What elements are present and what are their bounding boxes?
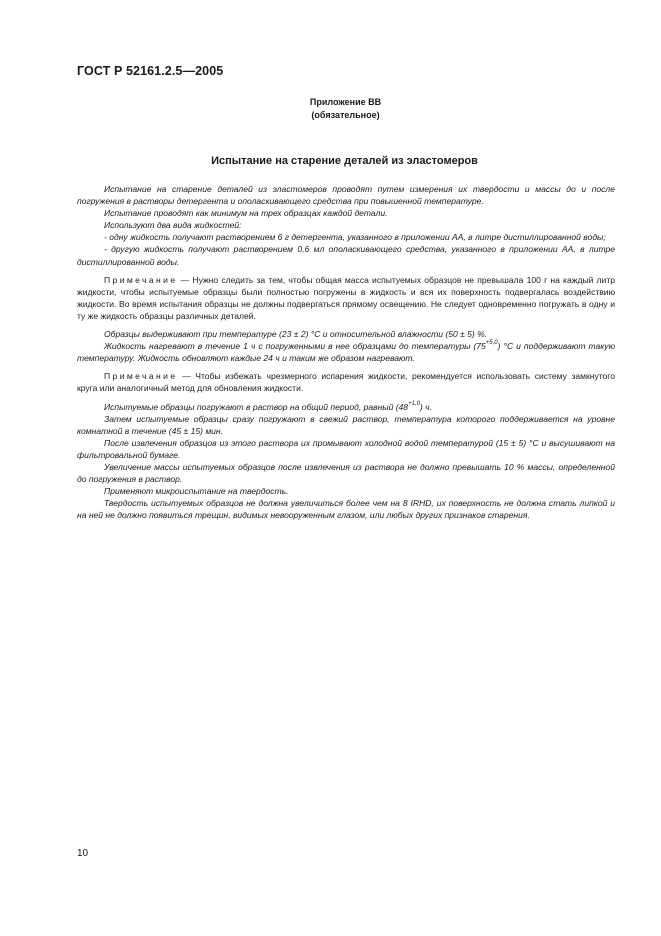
paragraph-text: ) °С и поддерживают такую температуру. Жидкость обновляют каждые 24 ч и таким же образом нагревают. <box>77 341 615 364</box>
tolerance-superscript: +5,0 <box>485 340 498 347</box>
paragraph: Применяют микроиспытание на твердость. <box>104 486 289 497</box>
paragraph: Испытание на старение деталей из эластомеров проводят путем измерения их твердости и массы до и после погружения в растворы детергента и ополаскивающего средства при повышенной температуре. <box>77 184 615 207</box>
annex-status: (обязательное) <box>311 110 380 120</box>
paragraph-text: ) ч. <box>419 401 432 412</box>
paragraph: Твердость испытуемых образцов не должна увеличиться более чем на 8 IRHD, их поверхность не должна стать липкой и на ней не должно появиться трещин, видимых невооруженным глазом, или любых других признаков старения. <box>77 498 615 521</box>
note-label: Примечание <box>104 274 178 285</box>
note-text: — Нужно следить за тем, чтобы общая масса испытуемых образцов не превышала 100 г на каждый литр жидкости, чтобы испытуемые образцы были полностью погружены в жидкость и вся их поверхность подвергалась воздействию жидкости. Во время испытания образцы не должны подвергаться прямому освещению. Не следует одновременно погружать в одну и ту же жидкость образцы различных деталей. <box>77 274 615 321</box>
paragraph: После извлечения образцов из этого раствора их промывают холодной водой температурой (15 ± 5) °С и высушивают на фильтровальной бумаге. <box>77 437 615 460</box>
note <box>77 274 615 322</box>
list-item: - другую жидкость получают растворением 0,6 мл ополаскивающего средства, указанного в приложении АА, в литре дистиллированной воды. <box>77 244 615 267</box>
note <box>77 370 615 394</box>
paragraph <box>77 340 615 364</box>
paragraph <box>77 401 615 413</box>
annex-name: Приложение ВВ <box>309 97 382 107</box>
document-body <box>77 183 615 521</box>
paragraph: Испытание проводят как минимум на трех образцах каждой детали. <box>104 208 388 219</box>
standard-header: ГОСТ Р 52161.2.5—2005 <box>77 64 224 78</box>
annex-heading <box>0 96 661 122</box>
paragraph: Образцы выдерживают при температуре (23 ± 2) °С и относительной влажности (50 ± 5) %. <box>104 329 488 340</box>
list-item: - одну жидкость получают растворением 6 г детергента, указанного в приложении АА, в литре дистиллированной воды; <box>104 232 606 243</box>
paragraph-text: Испытуемые образцы погружают в раствор на общий период, равный (48 <box>104 401 409 412</box>
section-title: Испытание на старение деталей из эластомеров <box>211 155 478 167</box>
note-text: — Чтобы избежать чрезмерного испарения жидкости, рекомендуется использовать систему замкнутого круга или аналогичный метод для обновления жидкости. <box>77 371 615 394</box>
paragraph: Затем испытуемые образцы сразу погружают в свежий раствор, температура которого поддерживается на уровне комнатной в течение (45 ± 15) мин. <box>77 413 615 436</box>
note-label: Примечание <box>104 371 178 382</box>
paragraph-text: Жидкость нагревают в течение 1 ч с погруженными в нее образцами до температуры (75 <box>104 341 486 352</box>
page-number: 10 <box>77 848 89 859</box>
tolerance-superscript: +1,0 <box>408 400 420 407</box>
paragraph: Используют два вида жидкостей: <box>104 220 242 231</box>
paragraph: Увеличение массы испытуемых образцов после извлечения из раствора не должно превышать 10 % массы, определенной до погружения в раствор. <box>77 461 615 485</box>
